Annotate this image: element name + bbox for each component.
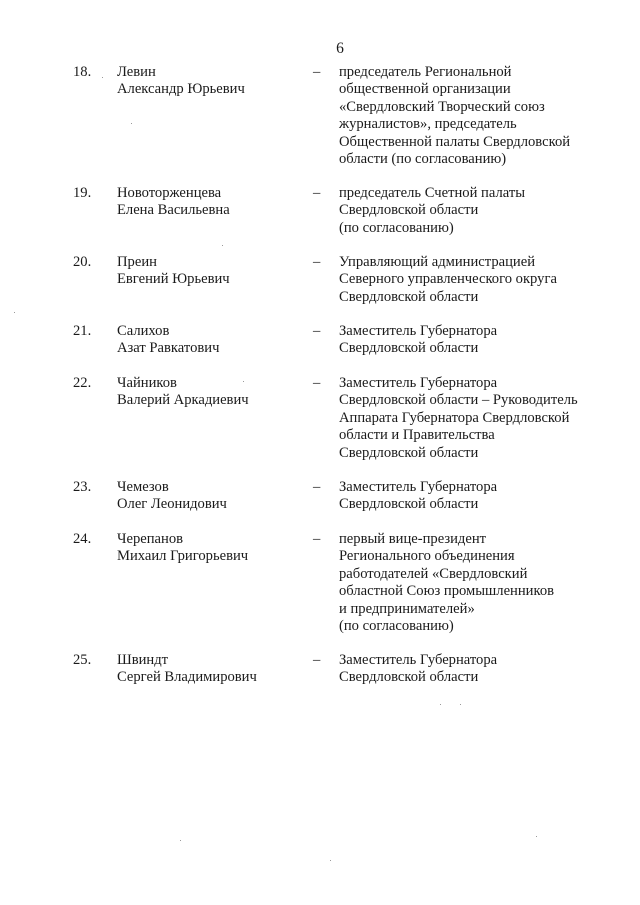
position-description (339, 185, 629, 237)
position-description (339, 254, 629, 306)
first-and-patronymic: Евгений Юрьевич (117, 271, 230, 288)
position-description (339, 479, 629, 514)
position-line: области (по согласованию) (339, 151, 507, 168)
item-number: 22. (73, 375, 92, 391)
position-line: области и Правительства (339, 427, 495, 444)
dash-separator: – (313, 375, 321, 391)
scan-speck (222, 245, 223, 246)
person-name (117, 652, 307, 687)
surname: Чайников (117, 375, 177, 391)
item-number: 19. (73, 185, 92, 201)
position-line: областной Союз промышленников (339, 583, 555, 600)
position-line: Заместитель Губернатора (339, 652, 498, 668)
position-line: Управляющий администрацией (339, 254, 536, 270)
scan-speck (131, 123, 132, 124)
dash-separator: – (313, 185, 321, 201)
item-number: 25. (73, 652, 92, 668)
item-number: 21. (73, 323, 92, 339)
dash-separator: – (313, 64, 321, 80)
position-line: Аппарата Губернатора Свердловской (339, 409, 570, 426)
first-and-patronymic: Валерий Аркадиевич (117, 392, 249, 409)
dash-separator: – (313, 254, 321, 270)
scan-speck (460, 704, 461, 705)
dash-separator: – (313, 531, 321, 547)
position-line: Свердловской области – Руководитель (339, 392, 578, 409)
position-line: Регионального объединения (339, 548, 515, 565)
scan-speck (180, 840, 181, 841)
position-description (339, 652, 629, 687)
surname: Левин (117, 64, 156, 80)
first-and-patronymic: Сергей Владимирович (117, 669, 257, 686)
position-line: Заместитель Губернатора (339, 479, 498, 495)
position-line: (по согласованию) (339, 618, 454, 635)
person-name (117, 479, 307, 514)
item-number: 24. (73, 531, 92, 547)
person-name (117, 375, 307, 410)
first-and-patronymic: Олег Леонидович (117, 496, 227, 513)
position-line: журналистов», председатель (339, 116, 517, 133)
person-name (117, 323, 307, 358)
position-line: (по согласованию) (339, 219, 454, 236)
position-description (339, 323, 629, 358)
position-line: Свердловской области (339, 202, 479, 219)
surname: Швиндт (117, 652, 169, 668)
first-and-patronymic: Михаил Григорьевич (117, 548, 249, 565)
first-and-patronymic: Азат Равкатович (117, 340, 220, 357)
position-description (339, 531, 629, 635)
position-line: Свердловской области (339, 669, 479, 686)
position-line: Свердловской области (339, 444, 479, 461)
position-description (339, 375, 629, 462)
person-name (117, 254, 307, 289)
person-name (117, 531, 307, 566)
position-line: Свердловской области (339, 288, 479, 305)
scan-speck (102, 77, 103, 78)
surname: Чемезов (117, 479, 169, 495)
scan-speck (536, 836, 537, 837)
position-line: председатель Региональной (339, 64, 512, 80)
person-name (117, 64, 307, 99)
position-line: Свердловской области (339, 340, 479, 357)
dash-separator: – (313, 323, 321, 339)
position-description (339, 64, 629, 168)
surname: Черепанов (117, 531, 184, 547)
item-number: 18. (73, 64, 92, 80)
position-line: председатель Счетной палаты (339, 185, 526, 201)
surname: Преин (117, 254, 157, 270)
page-number: 6 (336, 40, 344, 57)
person-name (117, 185, 307, 220)
position-line: Заместитель Губернатора (339, 323, 498, 339)
surname: Салихов (117, 323, 170, 339)
surname: Новоторженцева (117, 185, 222, 201)
position-line: первый вице-президент (339, 531, 487, 547)
scan-speck (14, 312, 15, 313)
dash-separator: – (313, 652, 321, 668)
position-line: Заместитель Губернатора (339, 375, 498, 391)
dash-separator: – (313, 479, 321, 495)
position-line: общественной организации (339, 81, 511, 98)
scan-speck (243, 381, 244, 382)
first-and-patronymic: Елена Васильевна (117, 202, 230, 219)
position-line: «Свердловский Творческий союз (339, 98, 545, 115)
position-line: Общественной палаты Свердловской (339, 133, 571, 150)
position-line: и предпринимателей» (339, 600, 475, 617)
item-number: 23. (73, 479, 92, 495)
position-line: Свердловской области (339, 496, 479, 513)
scan-speck (330, 860, 331, 861)
scan-speck (440, 704, 441, 705)
position-line: Северного управленческого округа (339, 271, 557, 288)
item-number: 20. (73, 254, 92, 270)
first-and-patronymic: Александр Юрьевич (117, 81, 245, 98)
position-line: работодателей «Свердловский (339, 565, 528, 582)
